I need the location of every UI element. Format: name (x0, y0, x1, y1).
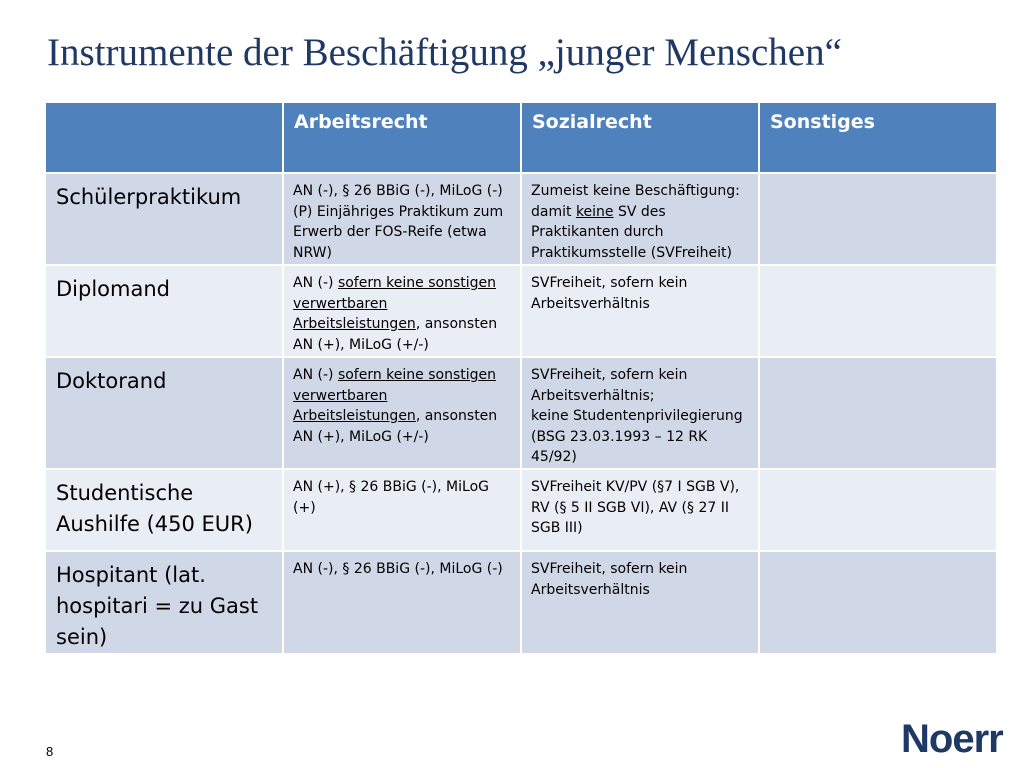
page-number: 8 (46, 744, 54, 759)
table-row (45, 357, 997, 469)
cell-underlined-text: keine (575, 203, 614, 220)
cell-sozialrecht: SVFreiheit KV/PV (§7 I SGB V), RV (§ 5 II SGB VI), AV (§ 27 II SGB III) (521, 469, 759, 551)
row-label: Hospitant (lat. hospitari = zu Gast sein) (45, 551, 283, 654)
cell-text: AN (-) (293, 367, 338, 383)
comparison-table (44, 101, 998, 655)
table-row (45, 551, 997, 654)
cell-text: SV des Praktikanten durch Praktikumsstelle (SVFreiheit) (531, 203, 732, 261)
noerr-logo (901, 716, 1011, 756)
row-label: Doktorand (45, 357, 283, 469)
cell-arbeitsrecht (283, 265, 521, 357)
cell-underlined-text: sofern keine sonstigen verwertbaren Arbeitsleistungen (293, 367, 496, 424)
cell-sozialrecht (521, 173, 759, 265)
logo-text: Noerr (901, 717, 1003, 756)
header-empty (45, 102, 283, 173)
cell-text: , ansonsten AN (+), MiLoG (+/-) (293, 408, 498, 445)
cell-sonstiges (759, 469, 997, 551)
cell-arbeitsrecht (283, 173, 521, 265)
cell-text: , ansonsten AN (+), MiLoG (+/-) (293, 316, 498, 353)
header-sozialrecht: Sozialrecht (521, 102, 759, 173)
table-row (45, 469, 997, 551)
cell-line: keine Studentenprivilegierung (BSG 23.03.1993 – 12 RK 45/92) (531, 408, 743, 465)
cell-sonstiges (759, 551, 997, 654)
table-row (45, 173, 997, 265)
header-row (45, 102, 997, 173)
cell-arbeitsrecht: AN (+), § 26 BBiG (-), MiLoG (+) (283, 469, 521, 551)
header-sonstiges: Sonstiges (759, 102, 997, 173)
row-label: Schülerpraktikum (45, 173, 283, 265)
table-row (45, 265, 997, 357)
cell-sozialrecht (521, 357, 759, 469)
cell-arbeitsrecht: AN (-), § 26 BBiG (-), MiLoG (-) (283, 551, 521, 654)
cell-line: SVFreiheit, sofern kein Arbeitsverhältnis; (531, 367, 688, 404)
cell-underlined-text: sofern keine sonstigen verwertbaren Arbeitsleistungen (293, 275, 496, 332)
cell-sonstiges (759, 357, 997, 469)
row-label: Studentische Aushilfe (450 EUR) (45, 469, 283, 551)
slide-title: Instrumente der Beschäftigung „junger Menschen“ (47, 31, 842, 74)
cell-text: AN (-) (293, 275, 338, 291)
cell-sonstiges (759, 265, 997, 357)
cell-sonstiges (759, 173, 997, 265)
cell-line: AN (-), § 26 BBiG (-), MiLoG (-) (293, 183, 503, 199)
cell-arbeitsrecht (283, 357, 521, 469)
cell-sozialrecht: SVFreiheit, sofern kein Arbeitsverhältnis (521, 551, 759, 654)
cell-text: Zumeist keine Beschäftigung: damit (531, 183, 740, 220)
cell-sozialrecht: SVFreiheit, sofern kein Arbeitsverhältnis (521, 265, 759, 357)
row-label: Diplomand (45, 265, 283, 357)
cell-line: (P) Einjähriges Praktikum zum Erwerb der FOS-Reife (etwa NRW) (293, 203, 504, 261)
header-arbeitsrecht: Arbeitsrecht (283, 102, 521, 173)
